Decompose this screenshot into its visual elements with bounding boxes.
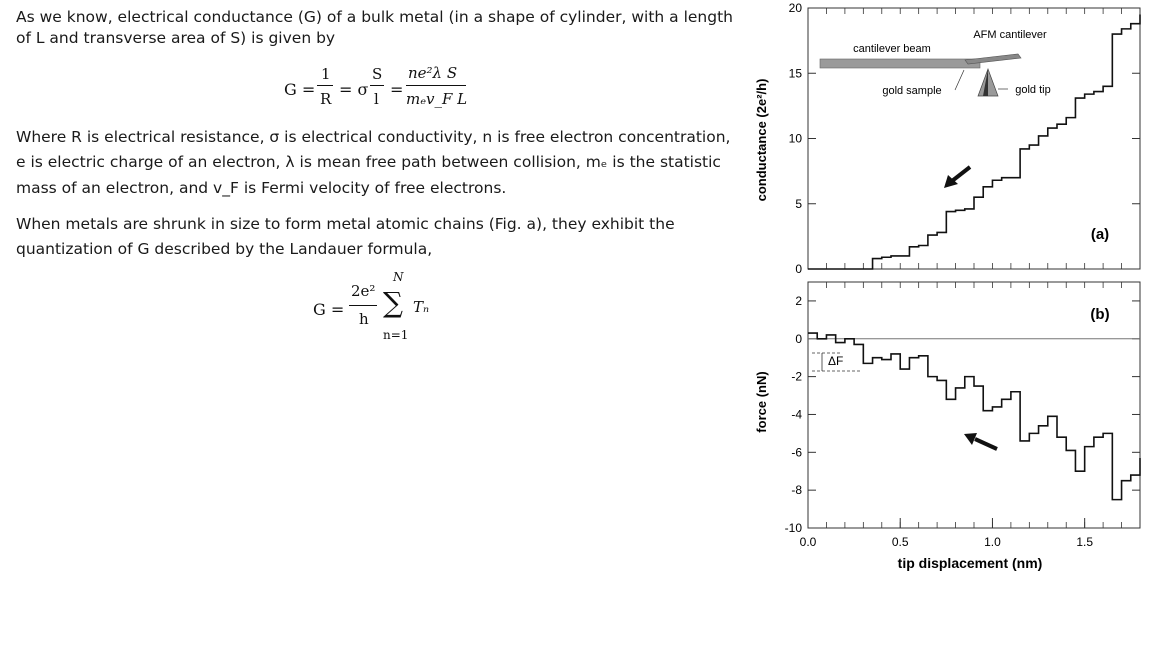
eq1-lhs: G = bbox=[284, 80, 316, 99]
paragraph-3-line-1: When metals are shrunk in size to form metal atomic chains (Fig. a), they exhibit the bbox=[16, 215, 675, 233]
eq1-frac3-den: mₑv_F L bbox=[406, 90, 468, 108]
panel-b-xtick-label: 0.5 bbox=[891, 535, 909, 549]
cantilever-beam-shape bbox=[820, 59, 980, 68]
eq2-lower: n=1 bbox=[383, 328, 409, 342]
direction-arrow-b bbox=[964, 433, 997, 449]
paragraph-2-line-2: e is electric charge of an electron, λ is mean free path between collision, mₑ is the statistic bbox=[16, 153, 721, 171]
panel-b-ytick-label: 0 bbox=[795, 331, 802, 346]
gold-tip-label: gold tip bbox=[1015, 84, 1051, 96]
panel-b-xtick-label: 1.5 bbox=[1076, 535, 1094, 549]
panel-b-series-line bbox=[808, 333, 1140, 500]
panel-a-plot bbox=[789, 1, 1140, 276]
panel-b-label: (b) bbox=[1090, 306, 1110, 323]
afm-cantilever-shape bbox=[965, 54, 1021, 64]
panel-b-xtick-label: 0.0 bbox=[799, 535, 817, 549]
eq1-frac1-den: R bbox=[320, 90, 332, 108]
paragraph-2-line-1: Where R is electrical resistance, σ is electrical conductivity, n is free electron concentration, bbox=[16, 128, 731, 146]
direction-arrow-a bbox=[944, 167, 970, 188]
panel-a-ylabel: conductance (2e²/h) bbox=[754, 78, 769, 202]
panel-a-ytick-label: 5 bbox=[795, 196, 802, 211]
delta-f-marker bbox=[812, 353, 860, 371]
panel-b-xtick-label: 1.0 bbox=[984, 535, 1001, 549]
eq1-frac1-num: 1 bbox=[321, 65, 331, 83]
eq1-sigma: = σ bbox=[339, 80, 369, 99]
paragraph-1-line-2: of L and transverse area of S) is given by bbox=[16, 29, 336, 47]
eq2-term: Tₙ bbox=[413, 298, 430, 316]
paragraph-1-line-1: As we know, electrical conductance (G) of a bulk metal (in a shape of cylinder, with a length bbox=[16, 8, 733, 26]
panel-b-ytick-label: -2 bbox=[791, 369, 802, 384]
panel-a-ytick-label: 15 bbox=[788, 66, 802, 81]
eq2-sigma: ∑ bbox=[383, 286, 403, 319]
gold-sample-leader bbox=[955, 70, 964, 90]
eq1-frac2-den: l bbox=[374, 90, 379, 108]
eq2-num: 2e² bbox=[351, 282, 376, 300]
eq2-lhs: G = bbox=[313, 300, 345, 319]
gold-sample-label: gold sample bbox=[882, 85, 942, 97]
cantilever-beam-label: cantilever beam bbox=[853, 43, 931, 55]
delta-f-label: ΔF bbox=[828, 354, 844, 368]
panel-a-ytick-label: 20 bbox=[788, 1, 802, 15]
panel-b-ytick-label: -4 bbox=[791, 407, 802, 422]
panel-a-ytick-label: 0 bbox=[795, 262, 802, 276]
panel-b-ytick-label: 2 bbox=[795, 293, 802, 308]
eq2-upper: N bbox=[393, 270, 404, 284]
xaxis-label: tip displacement (nm) bbox=[897, 555, 1043, 571]
afm-cantilever-label: AFM cantilever bbox=[973, 29, 1047, 41]
panel-a-ytick-label: 10 bbox=[788, 131, 802, 146]
panel-b-ytick-label: -10 bbox=[784, 521, 802, 535]
afm-inset bbox=[820, 29, 1051, 97]
eq1-frac3-num: ne²λ S bbox=[408, 64, 458, 82]
panel-b-ytick-label: -8 bbox=[791, 483, 802, 498]
panel-b-ytick-label: -6 bbox=[791, 445, 802, 460]
panel-b-ylabel: force (nN) bbox=[754, 371, 769, 433]
eq1-equals: = bbox=[390, 80, 404, 99]
paragraph-2-line-3: mass of an electron, and v_F is Fermi velocity of free electrons. bbox=[16, 179, 507, 197]
panel-b-plot bbox=[785, 282, 1140, 549]
eq2-den: h bbox=[359, 310, 369, 328]
panel-a-label: (a) bbox=[1090, 226, 1110, 243]
paragraph-3-line-2: quantization of G described by the Landauer formula, bbox=[16, 240, 433, 258]
eq1-frac2-num: S bbox=[372, 65, 383, 83]
